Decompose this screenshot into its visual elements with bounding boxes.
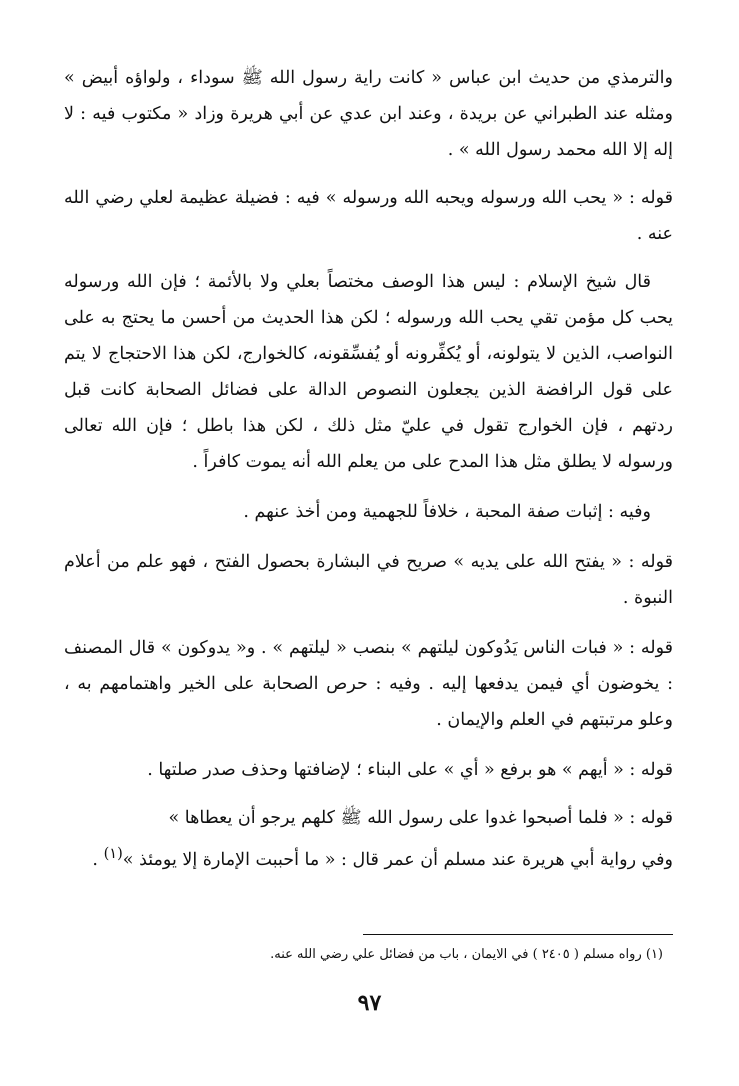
paragraph-shaykh-al-islam: قال شيخ الإسلام : ليس هذا الوصف مختصاً بعلي ولا بالأئمة ؛ فإن الله ورسوله يحب كل مؤمن تقي يحب الله ورسوله ؛ لكن هذا الحديث من أحسن ما يحتج به على النواصب، الذين لا يتولونه، أو يُكفِّرونه أو يُفسِّقونه، كالخوارج، لكن هذا الاحتجاج لا يتم على قول الرافضة الذين يجعلون النصوص الدالة على فضائل الصحابة كانت قبل ردتهم ، فإن الخوارج تقول في عليّ مثل ذلك ، لكن هذا باطل ؛ فإن الله تعالى ورسوله لا يطلق مثل هذا المدح على من يعلم الله أنه يموت كافراً . [64, 272, 673, 472]
closing-period: . [92, 849, 98, 870]
page-number: ٩٧ [357, 990, 382, 1016]
footnote: (١) رواه مسلم ( ٢٤٠٥ ) في الايمان ، باب من فضائل علي رضي الله عنه. [270, 947, 663, 962]
paragraph-tirmidhi-banner: والترمذي من حديث ابن عباس « كانت راية رسول الله ﷺ سوداء ، ولواؤه أبيض » ومثله عند الطبراني عن بريدة ، وعند ابن عدي عن أبي هريرة وزاد « مكتوب فيه : لا إله إلا الله محمد رسول الله » . [64, 68, 673, 160]
paragraph-ayyuhum: قوله : « أيهم » هو برفع « أي » على البناء ؛ لإضافتها وحذف صدر صلتها . [147, 760, 673, 780]
umar-narration-text: وفي رواية أبي هريرة عند مسلم أن عمر قال : « ما أحببت الإمارة إلا يومئذ » [122, 849, 673, 870]
paragraph-love-of-allah: قوله : « يحب الله ورسوله ويحبه الله ورسوله » فيه : فضيلة عظيمة لعلي رضي الله عنه . [64, 188, 673, 244]
paragraph-conquest-glad-tidings: قوله : « يفتح الله على يديه » صريح في البشارة بحصول الفتح ، فهو علم من أعلام النبوة . [64, 552, 673, 608]
paragraph-yadukun: قوله : « فبات الناس يَدُوكون ليلتهم » بنصب « ليلتهم » . و« يدوكون » قال المصنف : يخوضون أي فيمن يدفعها إليه . وفيه : حرص الصحابة على الخير واهتمامهم به ، وعلو مرتبتهم في العلم والإيمان . [64, 638, 673, 730]
footnote-marker: (١) [103, 845, 123, 862]
paragraph-attribute-of-love: وفيه : إثبات صفة المحبة ، خلافاً للجهمية ومن أخذ عنهم . [243, 502, 651, 522]
paragraph-umar-narration [64, 836, 673, 878]
page-body [64, 60, 673, 878]
footnote-divider [363, 934, 673, 935]
paragraph-they-set-out: قوله : « فلما أصبحوا غدوا على رسول الله ﷺ كلهم يرجو أن يعطاها » [168, 808, 673, 828]
